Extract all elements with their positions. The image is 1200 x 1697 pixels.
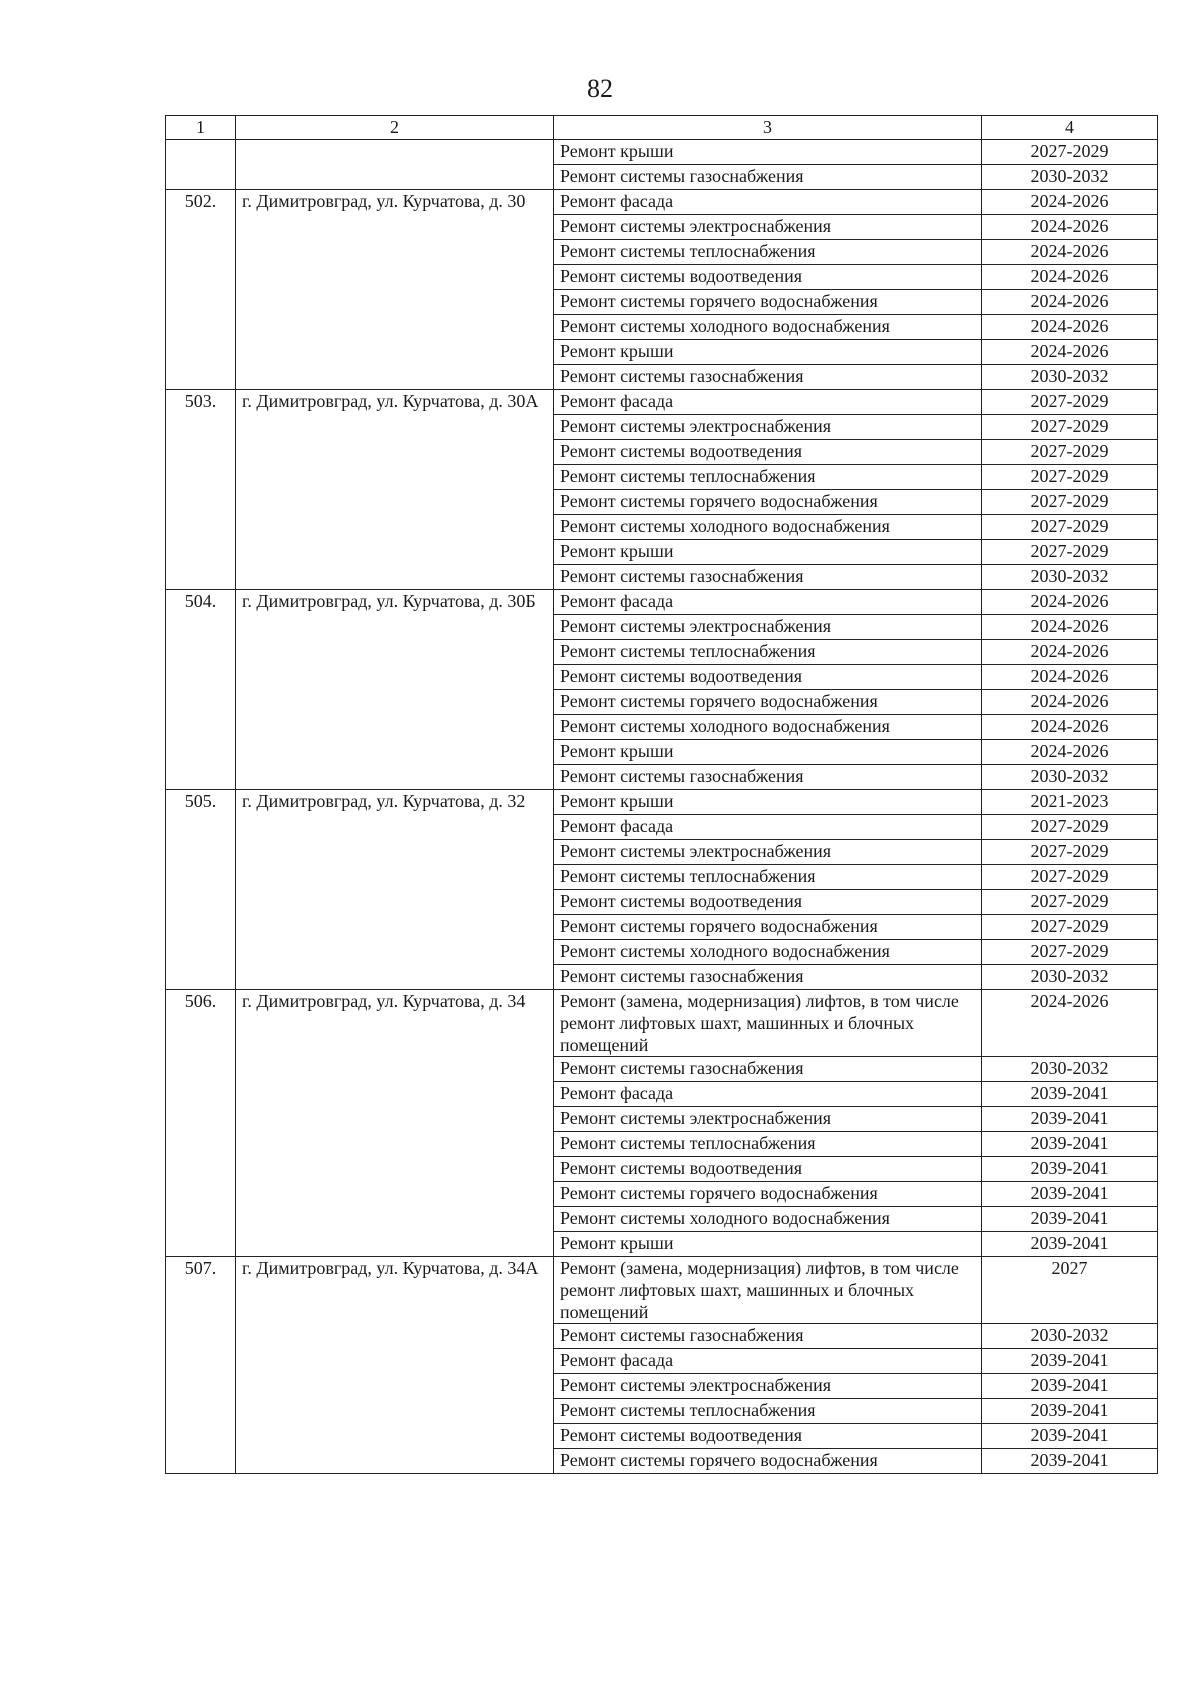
address-cell (236, 140, 554, 190)
period-cell: 2039-2041 (982, 1424, 1158, 1449)
row-number-cell: 502. (166, 190, 236, 390)
work-type-cell: Ремонт системы газоснабжения (554, 1324, 982, 1349)
work-type-cell: Ремонт системы горячего водоснабжения (554, 1449, 982, 1474)
period-cell: 2024-2026 (982, 215, 1158, 240)
work-type-cell: Ремонт системы горячего водоснабжения (554, 290, 982, 315)
period-cell: 2024-2026 (982, 665, 1158, 690)
period-cell: 2030-2032 (982, 1057, 1158, 1082)
work-type-cell: Ремонт системы газоснабжения (554, 965, 982, 990)
work-type-cell: Ремонт системы горячего водоснабжения (554, 690, 982, 715)
period-cell: 2027 (982, 1257, 1158, 1324)
work-type-cell: Ремонт системы водоотведения (554, 1157, 982, 1182)
period-cell: 2030-2032 (982, 365, 1158, 390)
work-type-cell: Ремонт фасада (554, 1082, 982, 1107)
period-cell: 2027-2029 (982, 440, 1158, 465)
header-col-4: 4 (982, 116, 1158, 140)
period-cell: 2027-2029 (982, 490, 1158, 515)
period-cell: 2027-2029 (982, 390, 1158, 415)
work-type-cell: Ремонт фасада (554, 1349, 982, 1374)
period-cell: 2027-2029 (982, 915, 1158, 940)
period-cell: 2030-2032 (982, 565, 1158, 590)
work-type-cell: Ремонт фасада (554, 190, 982, 215)
work-type-cell: Ремонт системы газоснабжения (554, 765, 982, 790)
work-type-cell: Ремонт системы водоотведения (554, 665, 982, 690)
address-cell: г. Димитровград, ул. Курчатова, д. 30А (236, 390, 554, 590)
row-number-cell: 505. (166, 790, 236, 990)
period-cell: 2024-2026 (982, 290, 1158, 315)
work-type-cell: Ремонт системы водоотведения (554, 890, 982, 915)
work-type-cell: Ремонт системы газоснабжения (554, 365, 982, 390)
work-type-cell: Ремонт (замена, модернизация) лифтов, в том числе ремонт лифтовых шахт, машинных и блочных помещений (554, 1257, 982, 1324)
work-type-cell: Ремонт системы электроснабжения (554, 215, 982, 240)
period-cell: 2039-2041 (982, 1374, 1158, 1399)
table-row (166, 990, 1158, 1057)
work-type-cell: Ремонт крыши (554, 740, 982, 765)
period-cell: 2024-2026 (982, 690, 1158, 715)
period-cell: 2039-2041 (982, 1399, 1158, 1424)
period-cell: 2027-2029 (982, 815, 1158, 840)
work-type-cell: Ремонт системы холодного водоснабжения (554, 715, 982, 740)
work-type-cell: Ремонт системы теплоснабжения (554, 240, 982, 265)
period-cell: 2027-2029 (982, 865, 1158, 890)
address-cell: г. Димитровград, ул. Курчатова, д. 30 (236, 190, 554, 390)
table-row (166, 190, 1158, 215)
row-number-cell: 506. (166, 990, 236, 1257)
work-type-cell: Ремонт фасада (554, 390, 982, 415)
period-cell: 2039-2041 (982, 1207, 1158, 1232)
row-number-cell: 507. (166, 1257, 236, 1474)
period-cell: 2039-2041 (982, 1082, 1158, 1107)
header-col-2: 2 (236, 116, 554, 140)
period-cell: 2027-2029 (982, 465, 1158, 490)
table-row (166, 140, 1158, 165)
work-type-cell: Ремонт системы теплоснабжения (554, 465, 982, 490)
period-cell: 2030-2032 (982, 165, 1158, 190)
period-cell: 2027-2029 (982, 890, 1158, 915)
period-cell: 2024-2026 (982, 340, 1158, 365)
work-type-cell: Ремонт системы газоснабжения (554, 1057, 982, 1082)
page-number: 82 (587, 74, 613, 103)
address-cell: г. Димитровград, ул. Курчатова, д. 34 (236, 990, 554, 1257)
table-row (166, 390, 1158, 415)
period-cell: 2030-2032 (982, 765, 1158, 790)
header-col-1: 1 (166, 116, 236, 140)
period-cell: 2039-2041 (982, 1132, 1158, 1157)
period-cell: 2039-2041 (982, 1349, 1158, 1374)
period-cell: 2039-2041 (982, 1182, 1158, 1207)
work-type-cell: Ремонт системы электроснабжения (554, 1374, 982, 1399)
period-cell: 2024-2026 (982, 315, 1158, 340)
work-type-cell: Ремонт системы горячего водоснабжения (554, 1182, 982, 1207)
period-cell: 2039-2041 (982, 1232, 1158, 1257)
period-cell: 2024-2026 (982, 190, 1158, 215)
work-type-cell: Ремонт системы горячего водоснабжения (554, 915, 982, 940)
work-type-cell: Ремонт крыши (554, 790, 982, 815)
work-type-cell: Ремонт системы электроснабжения (554, 1107, 982, 1132)
period-cell: 2039-2041 (982, 1107, 1158, 1132)
work-type-cell: Ремонт (замена, модернизация) лифтов, в том числе ремонт лифтовых шахт, машинных и блочных помещений (554, 990, 982, 1057)
period-cell: 2039-2041 (982, 1449, 1158, 1474)
work-type-cell: Ремонт крыши (554, 1232, 982, 1257)
work-type-cell: Ремонт фасада (554, 590, 982, 615)
work-type-cell: Ремонт системы холодного водоснабжения (554, 940, 982, 965)
period-cell: 2024-2026 (982, 990, 1158, 1057)
work-type-cell: Ремонт системы электроснабжения (554, 415, 982, 440)
table-row (166, 790, 1158, 815)
table-body (166, 116, 1158, 1474)
period-cell: 2027-2029 (982, 540, 1158, 565)
repair-schedule-table (165, 115, 1158, 1474)
work-type-cell: Ремонт системы холодного водоснабжения (554, 1207, 982, 1232)
address-cell: г. Димитровград, ул. Курчатова, д. 30Б (236, 590, 554, 790)
period-cell: 2027-2029 (982, 940, 1158, 965)
address-cell: г. Димитровград, ул. Курчатова, д. 32 (236, 790, 554, 990)
period-cell: 2024-2026 (982, 265, 1158, 290)
period-cell: 2024-2026 (982, 640, 1158, 665)
work-type-cell: Ремонт системы теплоснабжения (554, 640, 982, 665)
work-type-cell: Ремонт системы горячего водоснабжения (554, 490, 982, 515)
table-row (166, 1257, 1158, 1324)
work-type-cell: Ремонт системы электроснабжения (554, 840, 982, 865)
period-cell: 2027-2029 (982, 840, 1158, 865)
table-row (166, 590, 1158, 615)
period-cell: 2024-2026 (982, 615, 1158, 640)
address-cell: г. Димитровград, ул. Курчатова, д. 34А (236, 1257, 554, 1474)
period-cell: 2030-2032 (982, 965, 1158, 990)
work-type-cell: Ремонт системы газоснабжения (554, 565, 982, 590)
work-type-cell: Ремонт системы теплоснабжения (554, 1399, 982, 1424)
row-number-cell: 503. (166, 390, 236, 590)
period-cell: 2024-2026 (982, 590, 1158, 615)
work-type-cell: Ремонт системы водоотведения (554, 1424, 982, 1449)
work-type-cell: Ремонт системы холодного водоснабжения (554, 515, 982, 540)
period-cell: 2039-2041 (982, 1157, 1158, 1182)
work-type-cell: Ремонт крыши (554, 140, 982, 165)
period-cell: 2024-2026 (982, 715, 1158, 740)
period-cell: 2027-2029 (982, 140, 1158, 165)
work-type-cell: Ремонт системы водоотведения (554, 440, 982, 465)
row-number-cell (166, 140, 236, 190)
period-cell: 2027-2029 (982, 415, 1158, 440)
period-cell: 2030-2032 (982, 1324, 1158, 1349)
work-type-cell: Ремонт системы холодного водоснабжения (554, 315, 982, 340)
period-cell: 2021-2023 (982, 790, 1158, 815)
work-type-cell: Ремонт крыши (554, 340, 982, 365)
work-type-cell: Ремонт системы электроснабжения (554, 615, 982, 640)
work-type-cell: Ремонт системы теплоснабжения (554, 1132, 982, 1157)
work-type-cell: Ремонт системы газоснабжения (554, 165, 982, 190)
row-number-cell: 504. (166, 590, 236, 790)
work-type-cell: Ремонт фасада (554, 815, 982, 840)
work-type-cell: Ремонт системы водоотведения (554, 265, 982, 290)
period-cell: 2027-2029 (982, 515, 1158, 540)
header-row (166, 116, 1158, 140)
header-col-3: 3 (554, 116, 982, 140)
work-type-cell: Ремонт крыши (554, 540, 982, 565)
period-cell: 2024-2026 (982, 240, 1158, 265)
work-type-cell: Ремонт системы теплоснабжения (554, 865, 982, 890)
period-cell: 2024-2026 (982, 740, 1158, 765)
